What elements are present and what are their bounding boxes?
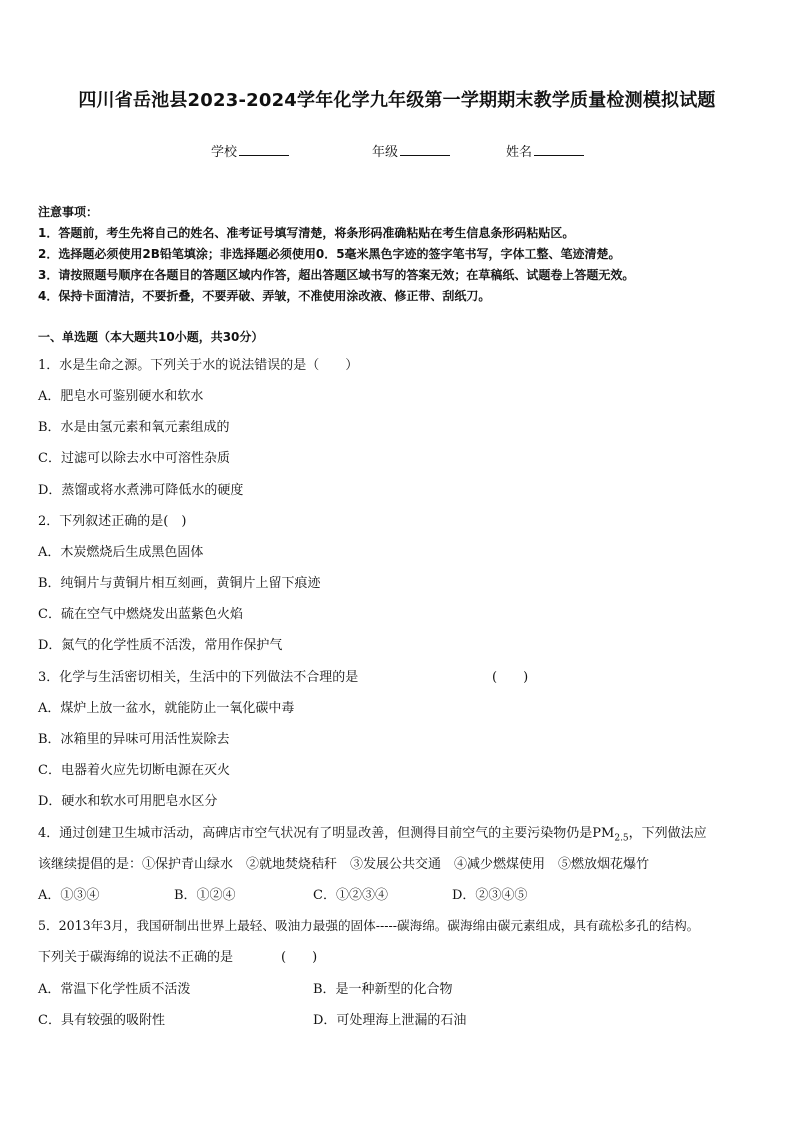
- notice-item: 1．答题前，考生先将自己的姓名、准考证号填写清楚，将条形码准确粘贴在考生信息条形码粘贴区。: [38, 226, 575, 240]
- option[interactable]: D．②③④⑤: [452, 888, 528, 903]
- option[interactable]: B．水是由氢元素和氧元素组成的: [38, 420, 230, 435]
- name-field: [506, 141, 584, 160]
- option[interactable]: C．具有较强的吸附性: [38, 1013, 165, 1028]
- answer-paren: ( ): [492, 670, 529, 685]
- grade-label: 年级: [372, 145, 399, 160]
- question-stem: 5．2013年3月，我国研制出世界上最轻、吸油力最强的固体-----碳海绵。碳海绵由碳元素组成，具有疏松多孔的结构。: [38, 918, 700, 933]
- name-blank[interactable]: [534, 142, 584, 156]
- option[interactable]: A．煤炉上放一盆水，就能防止一氧化碳中毒: [38, 701, 295, 716]
- notice-item: 3．请按照题号顺序在各题目的答题区域内作答，超出答题区域书写的答案无效；在草稿纸、试题卷上答题无效。: [38, 268, 635, 282]
- question-stem: [38, 822, 707, 844]
- question-stem-cont: 该继续提倡的是：①保护青山绿水 ②就地焚烧秸秆 ③发展公共交通 ④减少燃煤使用 ⑤燃放烟花爆竹: [38, 857, 650, 872]
- school-label: 学校: [211, 145, 238, 160]
- answer-paren: ( ): [281, 950, 318, 965]
- option[interactable]: D．硬水和软水可用肥皂水区分: [38, 794, 218, 809]
- notice-item: 4．保持卡面清洁，不要折叠，不要弄破、弄皱，不准使用涂改液、修正带、刮纸刀。: [38, 289, 491, 303]
- option[interactable]: C．①②③④: [313, 888, 388, 903]
- option[interactable]: A．木炭燃烧后生成黑色固体: [38, 545, 204, 560]
- option[interactable]: A．①③④: [38, 888, 100, 903]
- option[interactable]: C．硫在空气中燃烧发出蓝紫色火焰: [38, 607, 243, 622]
- question-stem: 3．化学与生活密切相关，生活中的下列做法不合理的是: [38, 670, 359, 685]
- option[interactable]: C．电器着火应先切断电源在灭火: [38, 763, 230, 778]
- name-label: 姓名: [506, 145, 533, 160]
- school-field: [211, 141, 289, 160]
- notice-item: 2．选择题必须使用2B铅笔填涂；非选择题必须使用0．5毫米黑色字迹的签字笔书写，字体工整、笔迹清楚。: [38, 247, 621, 261]
- section-heading: 一、单选题（本大题共10小题，共30分）: [38, 330, 264, 344]
- pm-subscript: 2.5: [614, 833, 629, 844]
- question-stem: 1．水是生命之源。下列关于水的说法错误的是（ ）: [38, 358, 359, 373]
- option[interactable]: D．蒸馏或将水煮沸可降低水的硬度: [38, 483, 244, 498]
- option[interactable]: B．①②④: [174, 888, 236, 903]
- option[interactable]: A．常温下化学性质不活泼: [38, 982, 191, 997]
- option[interactable]: B．是一种新型的化合物: [313, 982, 453, 997]
- notice-heading: 注意事项：: [38, 205, 99, 219]
- stem-text: ，下列做法应: [628, 826, 707, 841]
- option[interactable]: B．冰箱里的异味可用活性炭除去: [38, 732, 230, 747]
- option[interactable]: D．可处理海上泄漏的石油: [313, 1013, 467, 1028]
- stem-text: 4．通过创建卫生城市活动，高碑店市空气状况有了明显改善，但测得目前空气的主要污染物仍是PM: [38, 826, 615, 841]
- grade-blank[interactable]: [400, 142, 450, 156]
- question-stem: 2．下列叙述正确的是( ): [38, 514, 187, 529]
- school-blank[interactable]: [239, 142, 289, 156]
- option[interactable]: C．过滤可以除去水中可溶性杂质: [38, 451, 230, 466]
- option[interactable]: A．肥皂水可鉴别硬水和软水: [38, 389, 204, 404]
- option[interactable]: B．纯铜片与黄铜片相互刻画，黄铜片上留下痕迹: [38, 576, 321, 591]
- grade-field: [372, 141, 450, 160]
- page-title: 四川省岳池县2023-2024学年化学九年级第一学期期末教学质量检测模拟试题: [78, 90, 716, 111]
- question-stem-cont: 下列关于碳海绵的说法不正确的是: [38, 950, 234, 965]
- option[interactable]: D．氮气的化学性质不活泼，常用作保护气: [38, 638, 283, 653]
